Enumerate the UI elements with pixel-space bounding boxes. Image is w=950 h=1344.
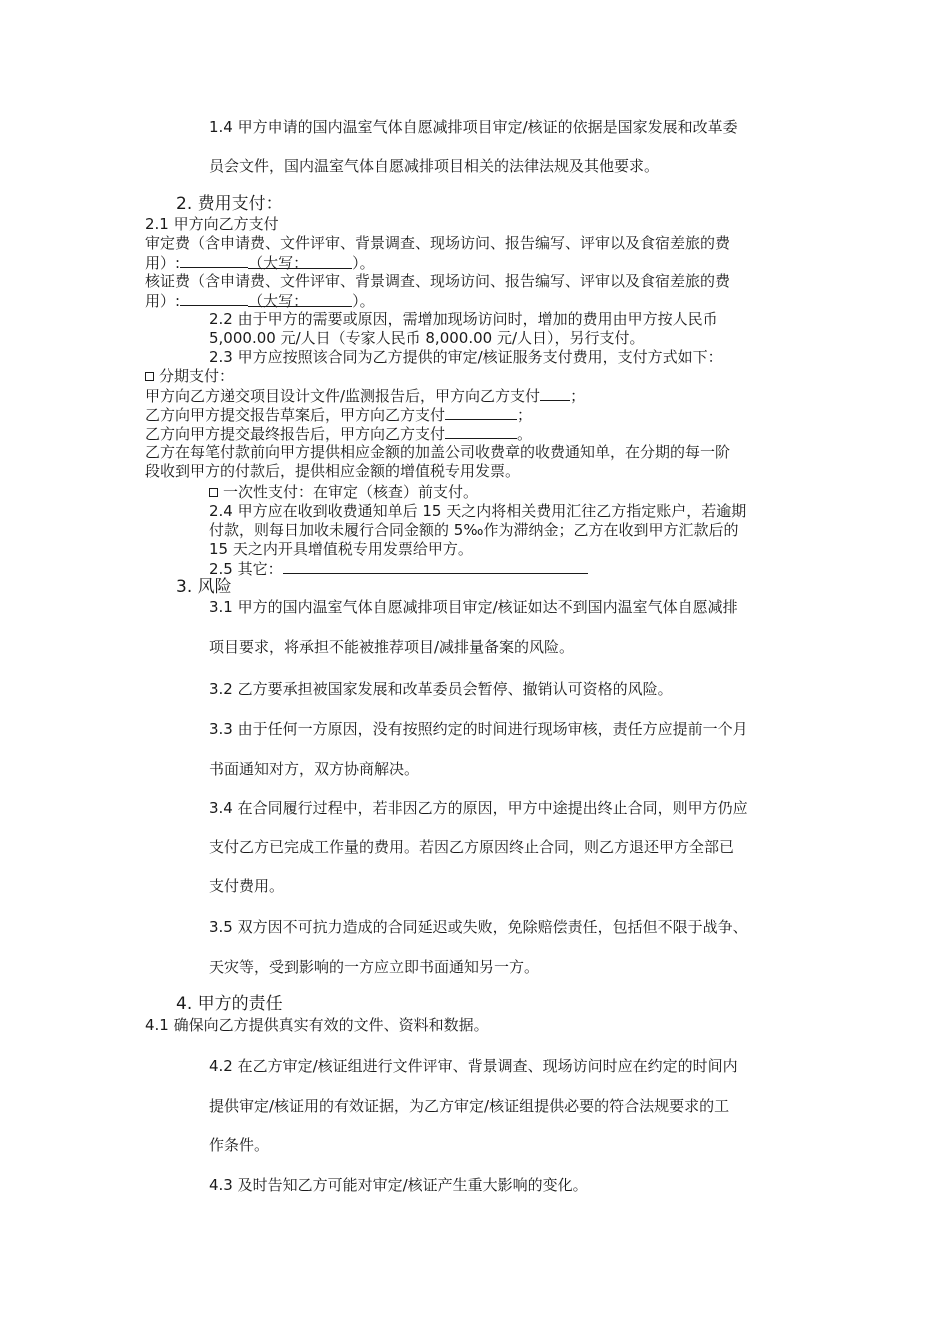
- installment-3: 乙方向甲方提交最终报告后，甲方向乙方支付 。: [145, 425, 533, 443]
- clause-2-4-line-1: 2.4 甲方应在收到收费通知单后 15 天之内将相关费用汇往乙方指定账户，若逾期: [209, 502, 747, 520]
- clause-2-3: 2.3 甲方应按照该合同为乙方提供的审定/核证服务支付费用，支付方式如下：: [209, 348, 723, 366]
- section-4-heading: 4. 甲方的责任: [176, 994, 283, 1014]
- installment-option: 分期支付：: [145, 367, 234, 385]
- clause-4-3: 4.3 及时告知乙方可能对审定/核证产生重大影响的变化。: [209, 1176, 588, 1194]
- clause-4-2-line-2: 提供审定/核证用的有效证据，为乙方审定/核证组提供必要的符合法规要求的工: [209, 1097, 730, 1115]
- clause-4-2-line-3: 作条件。: [209, 1136, 270, 1154]
- section-3-heading: 3. 风险: [176, 577, 232, 597]
- blank-installment-3[interactable]: [445, 424, 517, 439]
- clause-3-5-line-1: 3.5 双方因不可抗力造成的合同延迟或失败，免除赔偿责任，包括但不限于战争、: [209, 918, 748, 936]
- blank-other[interactable]: [283, 559, 588, 574]
- fee-review-line-1: 审定费（含申请费、文件评审、背景调查、现场访问、报告编写、评审以及食宿差旅的费: [145, 234, 731, 252]
- blank-installment-2[interactable]: [445, 405, 517, 420]
- fee-review-line-2: 用）: （大写： ）。: [145, 254, 375, 272]
- clause-2-4-line-3: 15 天之内开具增值税专用发票给甲方。: [209, 540, 473, 558]
- section-2-heading: 2. 费用支付：: [176, 194, 283, 214]
- blank-review-fee[interactable]: [180, 253, 248, 268]
- installment-2: 乙方向甲方提交报告草案后，甲方向乙方支付 ；: [145, 406, 533, 424]
- clause-3-3-line-2: 书面通知对方，双方协商解决。: [209, 760, 420, 778]
- clause-3-5-line-2: 天灾等，受到影响的一方应立即书面通知另一方。: [209, 958, 540, 976]
- clause-2-1: 2.1 甲方向乙方支付: [145, 215, 279, 233]
- blank-verify-fee[interactable]: [180, 291, 248, 306]
- blank-review-fee-caps[interactable]: （大写：: [248, 254, 352, 269]
- clause-2-5: 2.5 其它：: [209, 559, 588, 578]
- clause-3-2: 3.2 乙方要承担被国家发展和改革委员会暂停、撤销认可资格的风险。: [209, 680, 673, 698]
- clause-1-4-line-1: 1.4 甲方申请的国内温室气体自愿减排项目审定/核证的依据是国家发展和改革委: [209, 118, 738, 136]
- invoice-line-2: 段收到甲方的付款后，提供相应金额的增值税专用发票。: [145, 462, 521, 480]
- clause-3-4-line-3: 支付费用。: [209, 877, 285, 895]
- clause-4-2-line-1: 4.2 在乙方审定/核证组进行文件评审、背景调查、现场访问时应在约定的时间内: [209, 1057, 738, 1075]
- clause-4-1: 4.1 确保向乙方提供真实有效的文件、资料和数据。: [145, 1016, 489, 1034]
- clause-3-1-line-1: 3.1 甲方的国内温室气体自愿减排项目审定/核证如达不到国内温室气体自愿减排: [209, 598, 738, 616]
- installment-checkbox[interactable]: [145, 372, 154, 381]
- fee-verify-line-1: 核证费（含申请费、文件评审、背景调查、现场访问、报告编写、评审以及食宿差旅的费: [145, 272, 731, 290]
- clause-2-2-line-1: 2.2 由于甲方的需要或原因，需增加现场访问时，增加的费用由甲方按人民币: [209, 310, 718, 328]
- clause-2-2-line-2: 5,000.00 元/人日（专家人民币 8,000.00 元/人日），另行支付。: [209, 329, 645, 347]
- clause-3-4-line-2: 支付乙方已完成工作量的费用。若因乙方原因终止合同，则乙方退还甲方全部已: [209, 838, 735, 856]
- clause-3-1-line-2: 项目要求，将承担不能被推荐项目/减排量备案的风险。: [209, 638, 575, 656]
- blank-installment-1[interactable]: [540, 386, 570, 401]
- blank-verify-fee-caps[interactable]: （大写：: [248, 292, 352, 307]
- clause-2-4-line-2: 付款，则每日加收未履行合同金额的 5‰作为滞纳金；乙方在收到甲方汇款后的: [209, 521, 739, 539]
- fee-verify-line-2: 用）: （大写： ）。: [145, 292, 375, 310]
- clause-3-4-line-1: 3.4 在合同履行过程中，若非因乙方的原因，甲方中途提出终止合同，则甲方仍应: [209, 799, 748, 817]
- lump-sum-option: 一次性支付：在审定（核查）前支付。: [209, 483, 478, 501]
- invoice-line-1: 乙方在每笔付款前向甲方提供相应金额的加盖公司收费章的收费通知单，在分期的每一阶: [145, 443, 731, 461]
- lump-sum-checkbox[interactable]: [209, 488, 218, 497]
- clause-1-4-line-2: 员会文件，国内温室气体自愿减排项目相关的法律法规及其他要求。: [209, 157, 660, 175]
- clause-3-3-line-1: 3.3 由于任何一方原因，没有按照约定的时间进行现场审核，责任方应提前一个月: [209, 720, 748, 738]
- installment-1: 甲方向乙方递交项目设计文件/监测报告后，甲方向乙方支付 ；: [145, 387, 586, 405]
